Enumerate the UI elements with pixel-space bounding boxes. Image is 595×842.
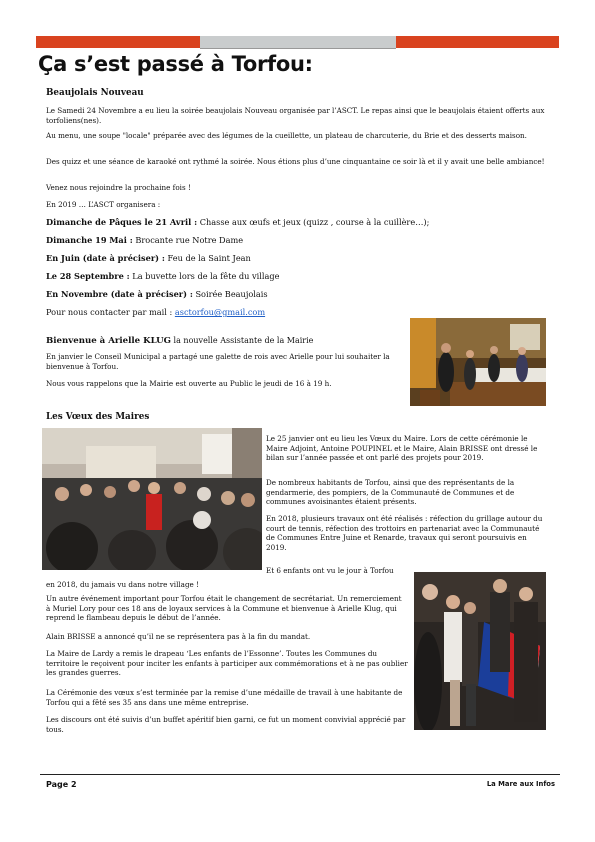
arielle-heading: Bienvenue à Arielle KLUG <box>46 336 172 346</box>
arielle-paragraph-1: En janvier le Conseil Municipal a partagé une galette de rois avec Arielle pour lui souhaiter la bienvenue à Torfou. <box>46 352 390 371</box>
voeux-paragraph-2: De nombreux habitants de Torfou, ainsi que des représentants de la gendarmerie, des pompiers, de la Communauté de Communes et de communes avoisinantes étaient présents. <box>266 478 515 507</box>
event-item: En Novembre (date à préciser) : Soirée Beaujolais <box>46 289 268 299</box>
beaujolais-paragraph-1: Le Samedi 24 Novembre a eu lieu la soirée beaujolais Nouveau organisée par l’ASCT. Le repas ainsi que le beaujolais étaient offerts aux torfoliens(nes). <box>46 106 545 125</box>
voeux-paragraph-4b: en 2018, du jamais vu dans notre village ! <box>46 580 199 589</box>
voeux-heading: Les Vœux des Maires <box>46 412 150 422</box>
voeux-paragraph-4a: Et 6 enfants ont vu le jour à Torfou <box>266 566 394 575</box>
beaujolais-heading: Beaujolais Nouveau <box>46 88 144 98</box>
event-item: En Juin (date à préciser) : Feu de la Saint Jean <box>46 253 251 263</box>
voeux-paragraph-9: Les discours ont été suivis d’un buffet apéritif bien garni, ce fut un moment convivial apprécié par tous. <box>46 715 406 734</box>
voeux-paragraph-5: Un autre événement important pour Torfou était le changement de secrétariat. Un remerciement à Muriel Lory pour ces 18 ans de loyaux services à la Commune et bienvenue à Arielle Klug, qui reprend le flambeau depuis le début de l’année. <box>46 594 402 623</box>
contact-email-link[interactable]: asctorfou@gmail.com <box>174 307 266 317</box>
event-item: Dimanche 19 Mai : Brocante rue Notre Dame <box>46 235 244 245</box>
arielle-heading-line <box>46 336 396 346</box>
photo-galette-reception <box>410 318 546 406</box>
beaujolais-paragraph-5: En 2019 … L’ASCT organisera : <box>46 200 161 209</box>
photo-voeux-audience <box>42 428 262 570</box>
photo-flag-ceremony <box>414 572 546 730</box>
beaujolais-paragraph-2: Au menu, une soupe "locale" préparée avec des légumes de la cueillette, un plateau de charcuterie, du Brie et des desserts maison. <box>46 131 527 140</box>
beaujolais-paragraph-3: Des quizz et une séance de karaoké ont rythmé la soirée. Nous étions plus d’une cinquantaine ce soir là et il y avait une belle ambiance! <box>46 157 545 166</box>
voeux-paragraph-7: La Maire de Lardy a remis le drapeau ‘Les enfants de l’Essonne’. Toutes les Communes du territoire le reçoivent pour inciter les enfants à participer aux commémorations et à ne pas oublier les grandes guerres. <box>46 649 408 678</box>
beaujolais-paragraph-4: Venez nous rejoindre la prochaine fois ! <box>46 183 191 192</box>
voeux-paragraph-1: Le 25 janvier ont eu lieu les Vœux du Maire. Lors de cette cérémonie le Maire Adjoint, Antoine POUPINEL et le Maire, Alain BRISSE ont dressé le bilan sur l’année passée et ont parlé des projets pour 2019. <box>266 434 538 463</box>
arielle-heading-rest: la nouvelle Assistante de la Mairie <box>171 336 314 345</box>
arielle-paragraph-2: Nous vous rappelons que la Mairie est ouverte au Public le jeudi de 16 à 19 h. <box>46 379 332 388</box>
event-item: Le 28 Septembre : La buvette lors de la fête du village <box>46 271 280 281</box>
header-bar-accent <box>200 36 396 49</box>
page-number: Page 2 <box>46 780 77 789</box>
voeux-paragraph-3: En 2018, plusieurs travaux ont été réalisés : réfection du grillage autour du court de tennis, réfection des trottoirs en partenariat avec la Communauté de Communes Entre Juine et Renarde, travaux qui seront poursuivis en 2019. <box>266 514 543 552</box>
page-title: Ça s’est passé à Torfou: <box>38 52 313 76</box>
contact-line <box>46 307 265 317</box>
event-item: Dimanche de Pâques le 21 Avril : Chasse aux œufs et jeux (quizz , course à la cuillère…); <box>46 217 430 227</box>
footer-divider <box>40 774 560 775</box>
contact-label: Pour nous contacter par mail : <box>46 307 173 317</box>
voeux-paragraph-8: La Cérémonie des vœux s’est terminée par la remise d’une médaille de travail à une habitante de Torfou qui a fêté ses 35 ans dans une même entreprise. <box>46 688 403 707</box>
voeux-paragraph-6: Alain BRISSE a annoncé qu’il ne se représentera pas à la fin du mandat. <box>46 632 311 641</box>
publication-name: La Mare aux Infos <box>486 780 555 788</box>
